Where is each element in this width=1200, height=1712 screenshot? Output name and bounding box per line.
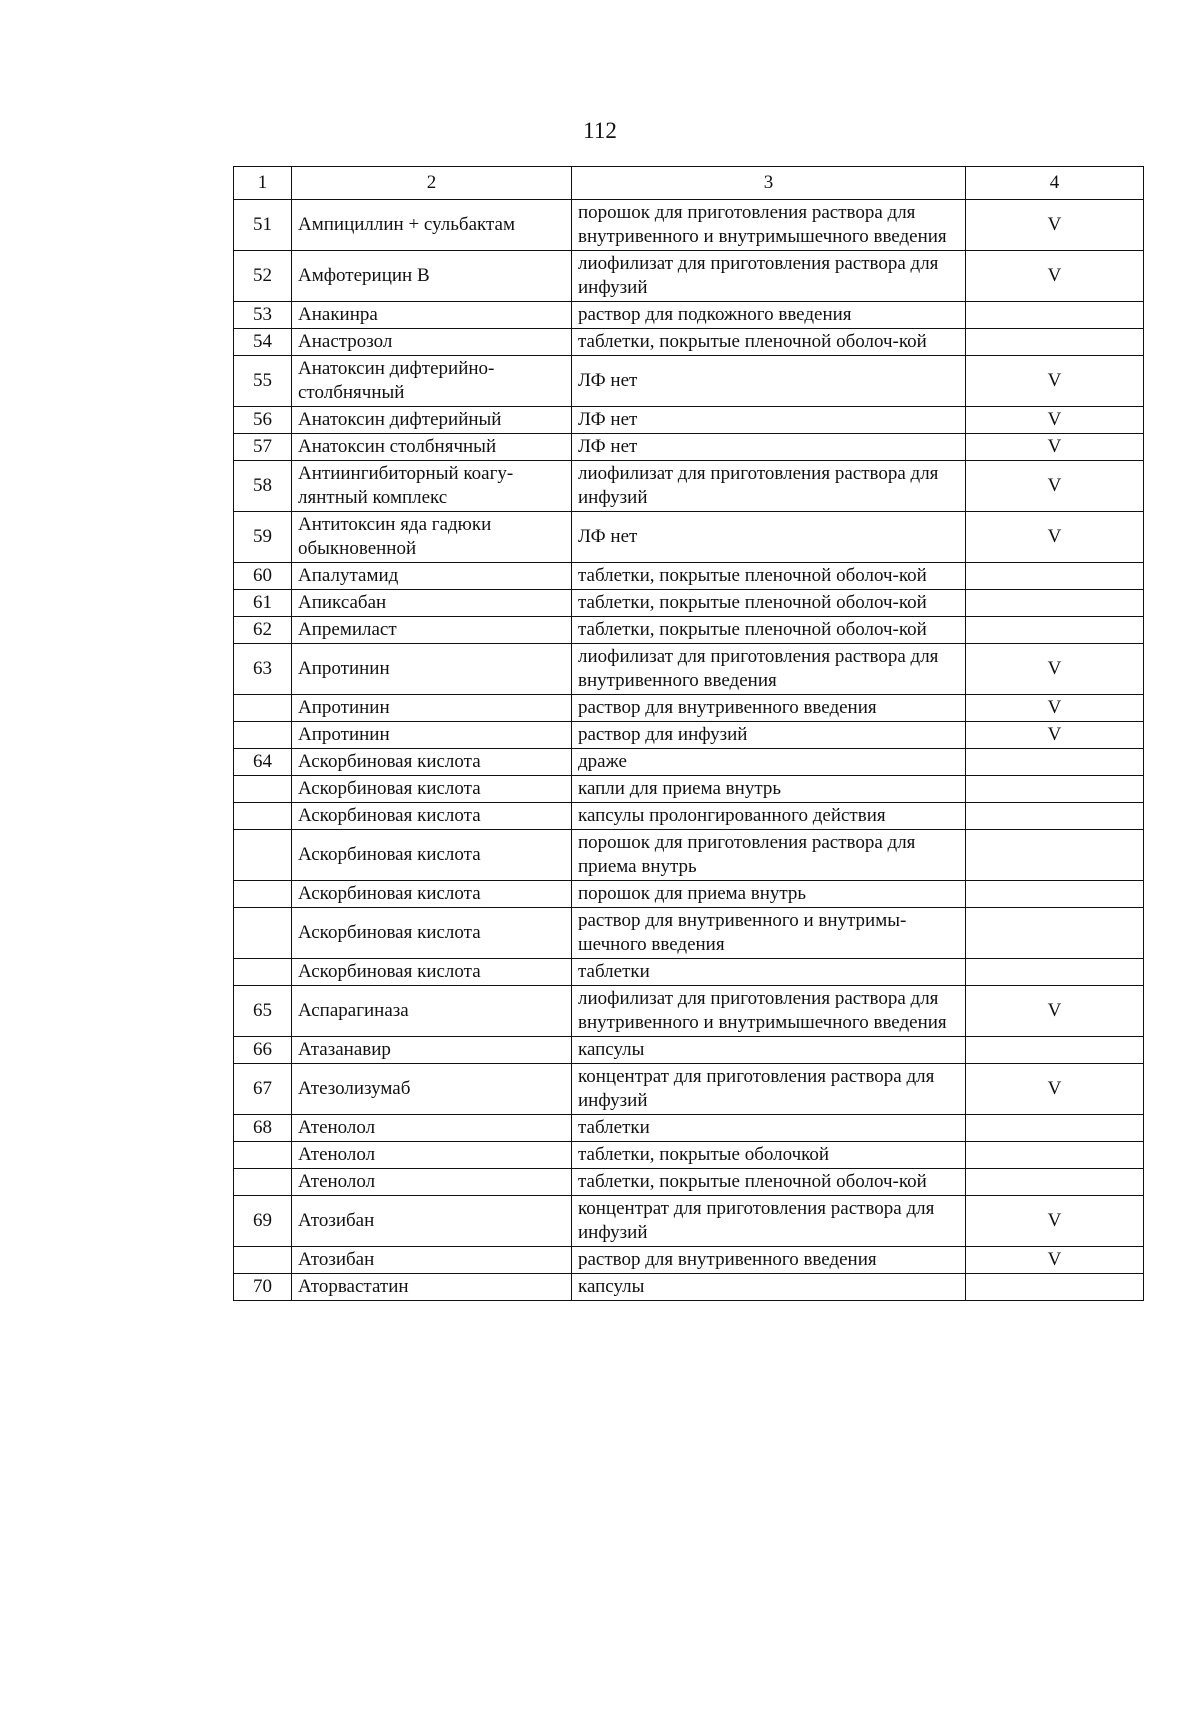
header-col-3: 3 <box>572 167 966 200</box>
drug-name: Апиксабан <box>292 590 572 617</box>
table-row <box>234 830 1144 881</box>
table-row <box>234 407 1144 434</box>
row-number <box>234 1142 292 1169</box>
row-number: 54 <box>234 329 292 356</box>
row-number: 59 <box>234 512 292 563</box>
row-number: 52 <box>234 251 292 302</box>
table-row <box>234 908 1144 959</box>
row-number: 68 <box>234 1115 292 1142</box>
row-number <box>234 722 292 749</box>
table-row <box>234 1169 1144 1196</box>
header-col-1: 1 <box>234 167 292 200</box>
dosage-form: раствор для внутривенного и внутримы-шечного введения <box>572 908 966 959</box>
mark-cell <box>966 803 1144 830</box>
table-row <box>234 200 1144 251</box>
dosage-form: капсулы пролонгированного действия <box>572 803 966 830</box>
dosage-form: капсулы <box>572 1037 966 1064</box>
row-number: 70 <box>234 1274 292 1301</box>
table-row <box>234 803 1144 830</box>
mark-cell: V <box>966 407 1144 434</box>
drug-name: Апротинин <box>292 695 572 722</box>
table-row <box>234 776 1144 803</box>
drug-name: Аскорбиновая кислота <box>292 776 572 803</box>
dosage-form: ЛФ нет <box>572 434 966 461</box>
dosage-form: раствор для подкожного введения <box>572 302 966 329</box>
dosage-form: ЛФ нет <box>572 407 966 434</box>
mark-cell: V <box>966 986 1144 1037</box>
dosage-form: ЛФ нет <box>572 512 966 563</box>
table-row <box>234 881 1144 908</box>
table-row <box>234 959 1144 986</box>
drug-name: Антитоксин яда гадюки обыкновенной <box>292 512 572 563</box>
row-number: 61 <box>234 590 292 617</box>
table-row <box>234 590 1144 617</box>
table-row <box>234 512 1144 563</box>
mark-cell: V <box>966 1247 1144 1274</box>
mark-cell: V <box>966 512 1144 563</box>
row-number: 56 <box>234 407 292 434</box>
row-number <box>234 1169 292 1196</box>
row-number <box>234 830 292 881</box>
drug-name: Атенолол <box>292 1169 572 1196</box>
drug-name: Анатоксин дифтерийно-столбнячный <box>292 356 572 407</box>
row-number <box>234 1247 292 1274</box>
dosage-form: раствор для инфузий <box>572 722 966 749</box>
table-row <box>234 1196 1144 1247</box>
mark-cell <box>966 959 1144 986</box>
table-row <box>234 1037 1144 1064</box>
dosage-form: таблетки <box>572 1115 966 1142</box>
drug-name: Атенолол <box>292 1115 572 1142</box>
dosage-form: таблетки, покрытые пленочной оболоч-кой <box>572 563 966 590</box>
header-col-2: 2 <box>292 167 572 200</box>
mark-cell: V <box>966 200 1144 251</box>
mark-cell <box>966 749 1144 776</box>
mark-cell <box>966 1142 1144 1169</box>
drug-name: Атенолол <box>292 1142 572 1169</box>
drug-name: Атозибан <box>292 1196 572 1247</box>
dosage-form: таблетки, покрытые пленочной оболоч-кой <box>572 1169 966 1196</box>
dosage-form: таблетки, покрытые оболочкой <box>572 1142 966 1169</box>
mark-cell <box>966 617 1144 644</box>
table-row <box>234 749 1144 776</box>
dosage-form: порошок для приема внутрь <box>572 881 966 908</box>
table-row <box>234 302 1144 329</box>
drug-name: Апротинин <box>292 722 572 749</box>
mark-cell <box>966 1037 1144 1064</box>
table-row <box>234 1274 1144 1301</box>
drug-name: Амфотерицин B <box>292 251 572 302</box>
drug-name: Апремиласт <box>292 617 572 644</box>
mark-cell <box>966 1115 1144 1142</box>
table-row <box>234 329 1144 356</box>
mark-cell: V <box>966 356 1144 407</box>
dosage-form: порошок для приготовления раствора для приема внутрь <box>572 830 966 881</box>
mark-cell <box>966 830 1144 881</box>
table-row <box>234 461 1144 512</box>
dosage-form: лиофилизат для приготовления раствора для внутривенного введения <box>572 644 966 695</box>
mark-cell: V <box>966 1196 1144 1247</box>
row-number: 66 <box>234 1037 292 1064</box>
dosage-form: ЛФ нет <box>572 356 966 407</box>
drug-name: Аскорбиновая кислота <box>292 959 572 986</box>
drug-name: Атазанавир <box>292 1037 572 1064</box>
table-row <box>234 1064 1144 1115</box>
dosage-form: лиофилизат для приготовления раствора для внутривенного и внутримышечного введения <box>572 986 966 1037</box>
mark-cell: V <box>966 251 1144 302</box>
row-number: 67 <box>234 1064 292 1115</box>
row-number: 65 <box>234 986 292 1037</box>
row-number: 69 <box>234 1196 292 1247</box>
header-col-4: 4 <box>966 167 1144 200</box>
row-number: 51 <box>234 200 292 251</box>
row-number: 62 <box>234 617 292 644</box>
drug-name: Аскорбиновая кислота <box>292 881 572 908</box>
mark-cell <box>966 563 1144 590</box>
row-number: 58 <box>234 461 292 512</box>
drug-name: Аторвастатин <box>292 1274 572 1301</box>
dosage-form: капли для приема внутрь <box>572 776 966 803</box>
page-number: 112 <box>583 118 617 143</box>
mark-cell: V <box>966 722 1144 749</box>
mark-cell: V <box>966 1064 1144 1115</box>
mark-cell: V <box>966 434 1144 461</box>
mark-cell <box>966 1274 1144 1301</box>
dosage-form: порошок для приготовления раствора для внутривенного и внутримышечного введения <box>572 200 966 251</box>
mark-cell <box>966 590 1144 617</box>
drug-name: Аскорбиновая кислота <box>292 803 572 830</box>
drug-name: Атозибан <box>292 1247 572 1274</box>
drug-name: Апалутамид <box>292 563 572 590</box>
drug-name: Анастрозол <box>292 329 572 356</box>
dosage-form: драже <box>572 749 966 776</box>
row-number <box>234 908 292 959</box>
dosage-form: таблетки <box>572 959 966 986</box>
table-row <box>234 251 1144 302</box>
table-row <box>234 986 1144 1037</box>
table-row <box>234 434 1144 461</box>
row-number: 57 <box>234 434 292 461</box>
drug-name: Анатоксин дифтерийный <box>292 407 572 434</box>
mark-cell <box>966 881 1144 908</box>
row-number <box>234 881 292 908</box>
row-number: 60 <box>234 563 292 590</box>
drug-name: Ампициллин + сульбактам <box>292 200 572 251</box>
mark-cell: V <box>966 461 1144 512</box>
dosage-form: раствор для внутривенного введения <box>572 1247 966 1274</box>
dosage-form: раствор для внутривенного введения <box>572 695 966 722</box>
row-number <box>234 803 292 830</box>
dosage-form: лиофилизат для приготовления раствора для инфузий <box>572 461 966 512</box>
row-number: 55 <box>234 356 292 407</box>
drug-name: Аскорбиновая кислота <box>292 830 572 881</box>
drug-name: Аскорбиновая кислота <box>292 908 572 959</box>
dosage-form: лиофилизат для приготовления раствора для инфузий <box>572 251 966 302</box>
mark-cell <box>966 302 1144 329</box>
row-number: 64 <box>234 749 292 776</box>
dosage-form: таблетки, покрытые пленочной оболоч-кой <box>572 617 966 644</box>
mark-cell <box>966 1169 1144 1196</box>
table-body <box>234 200 1144 1301</box>
table-row <box>234 1247 1144 1274</box>
drug-name: Аспарагиназа <box>292 986 572 1037</box>
mark-cell: V <box>966 644 1144 695</box>
table-row <box>234 356 1144 407</box>
table-row <box>234 617 1144 644</box>
table-row <box>234 1142 1144 1169</box>
drug-name: Антиингибиторный коагу-лянтный комплекс <box>292 461 572 512</box>
dosage-form: таблетки, покрытые пленочной оболоч-кой <box>572 329 966 356</box>
row-number <box>234 776 292 803</box>
table-row <box>234 722 1144 749</box>
row-number <box>234 959 292 986</box>
row-number: 53 <box>234 302 292 329</box>
mark-cell <box>966 329 1144 356</box>
drug-name: Анакинра <box>292 302 572 329</box>
dosage-form: таблетки, покрытые пленочной оболоч-кой <box>572 590 966 617</box>
dosage-form: концентрат для приготовления раствора для инфузий <box>572 1064 966 1115</box>
row-number: 63 <box>234 644 292 695</box>
dosage-form: капсулы <box>572 1274 966 1301</box>
dosage-form: концентрат для приготовления раствора для инфузий <box>572 1196 966 1247</box>
table-row <box>234 695 1144 722</box>
drug-name: Аскорбиновая кислота <box>292 749 572 776</box>
drug-table <box>233 166 1144 1301</box>
table-header-row <box>234 167 1144 200</box>
drug-name: Апротинин <box>292 644 572 695</box>
drug-name: Анатоксин столбнячный <box>292 434 572 461</box>
mark-cell <box>966 776 1144 803</box>
mark-cell <box>966 908 1144 959</box>
table-row <box>234 1115 1144 1142</box>
table-row <box>234 563 1144 590</box>
drug-name: Атезолизумаб <box>292 1064 572 1115</box>
row-number <box>234 695 292 722</box>
mark-cell: V <box>966 695 1144 722</box>
table-row <box>234 644 1144 695</box>
